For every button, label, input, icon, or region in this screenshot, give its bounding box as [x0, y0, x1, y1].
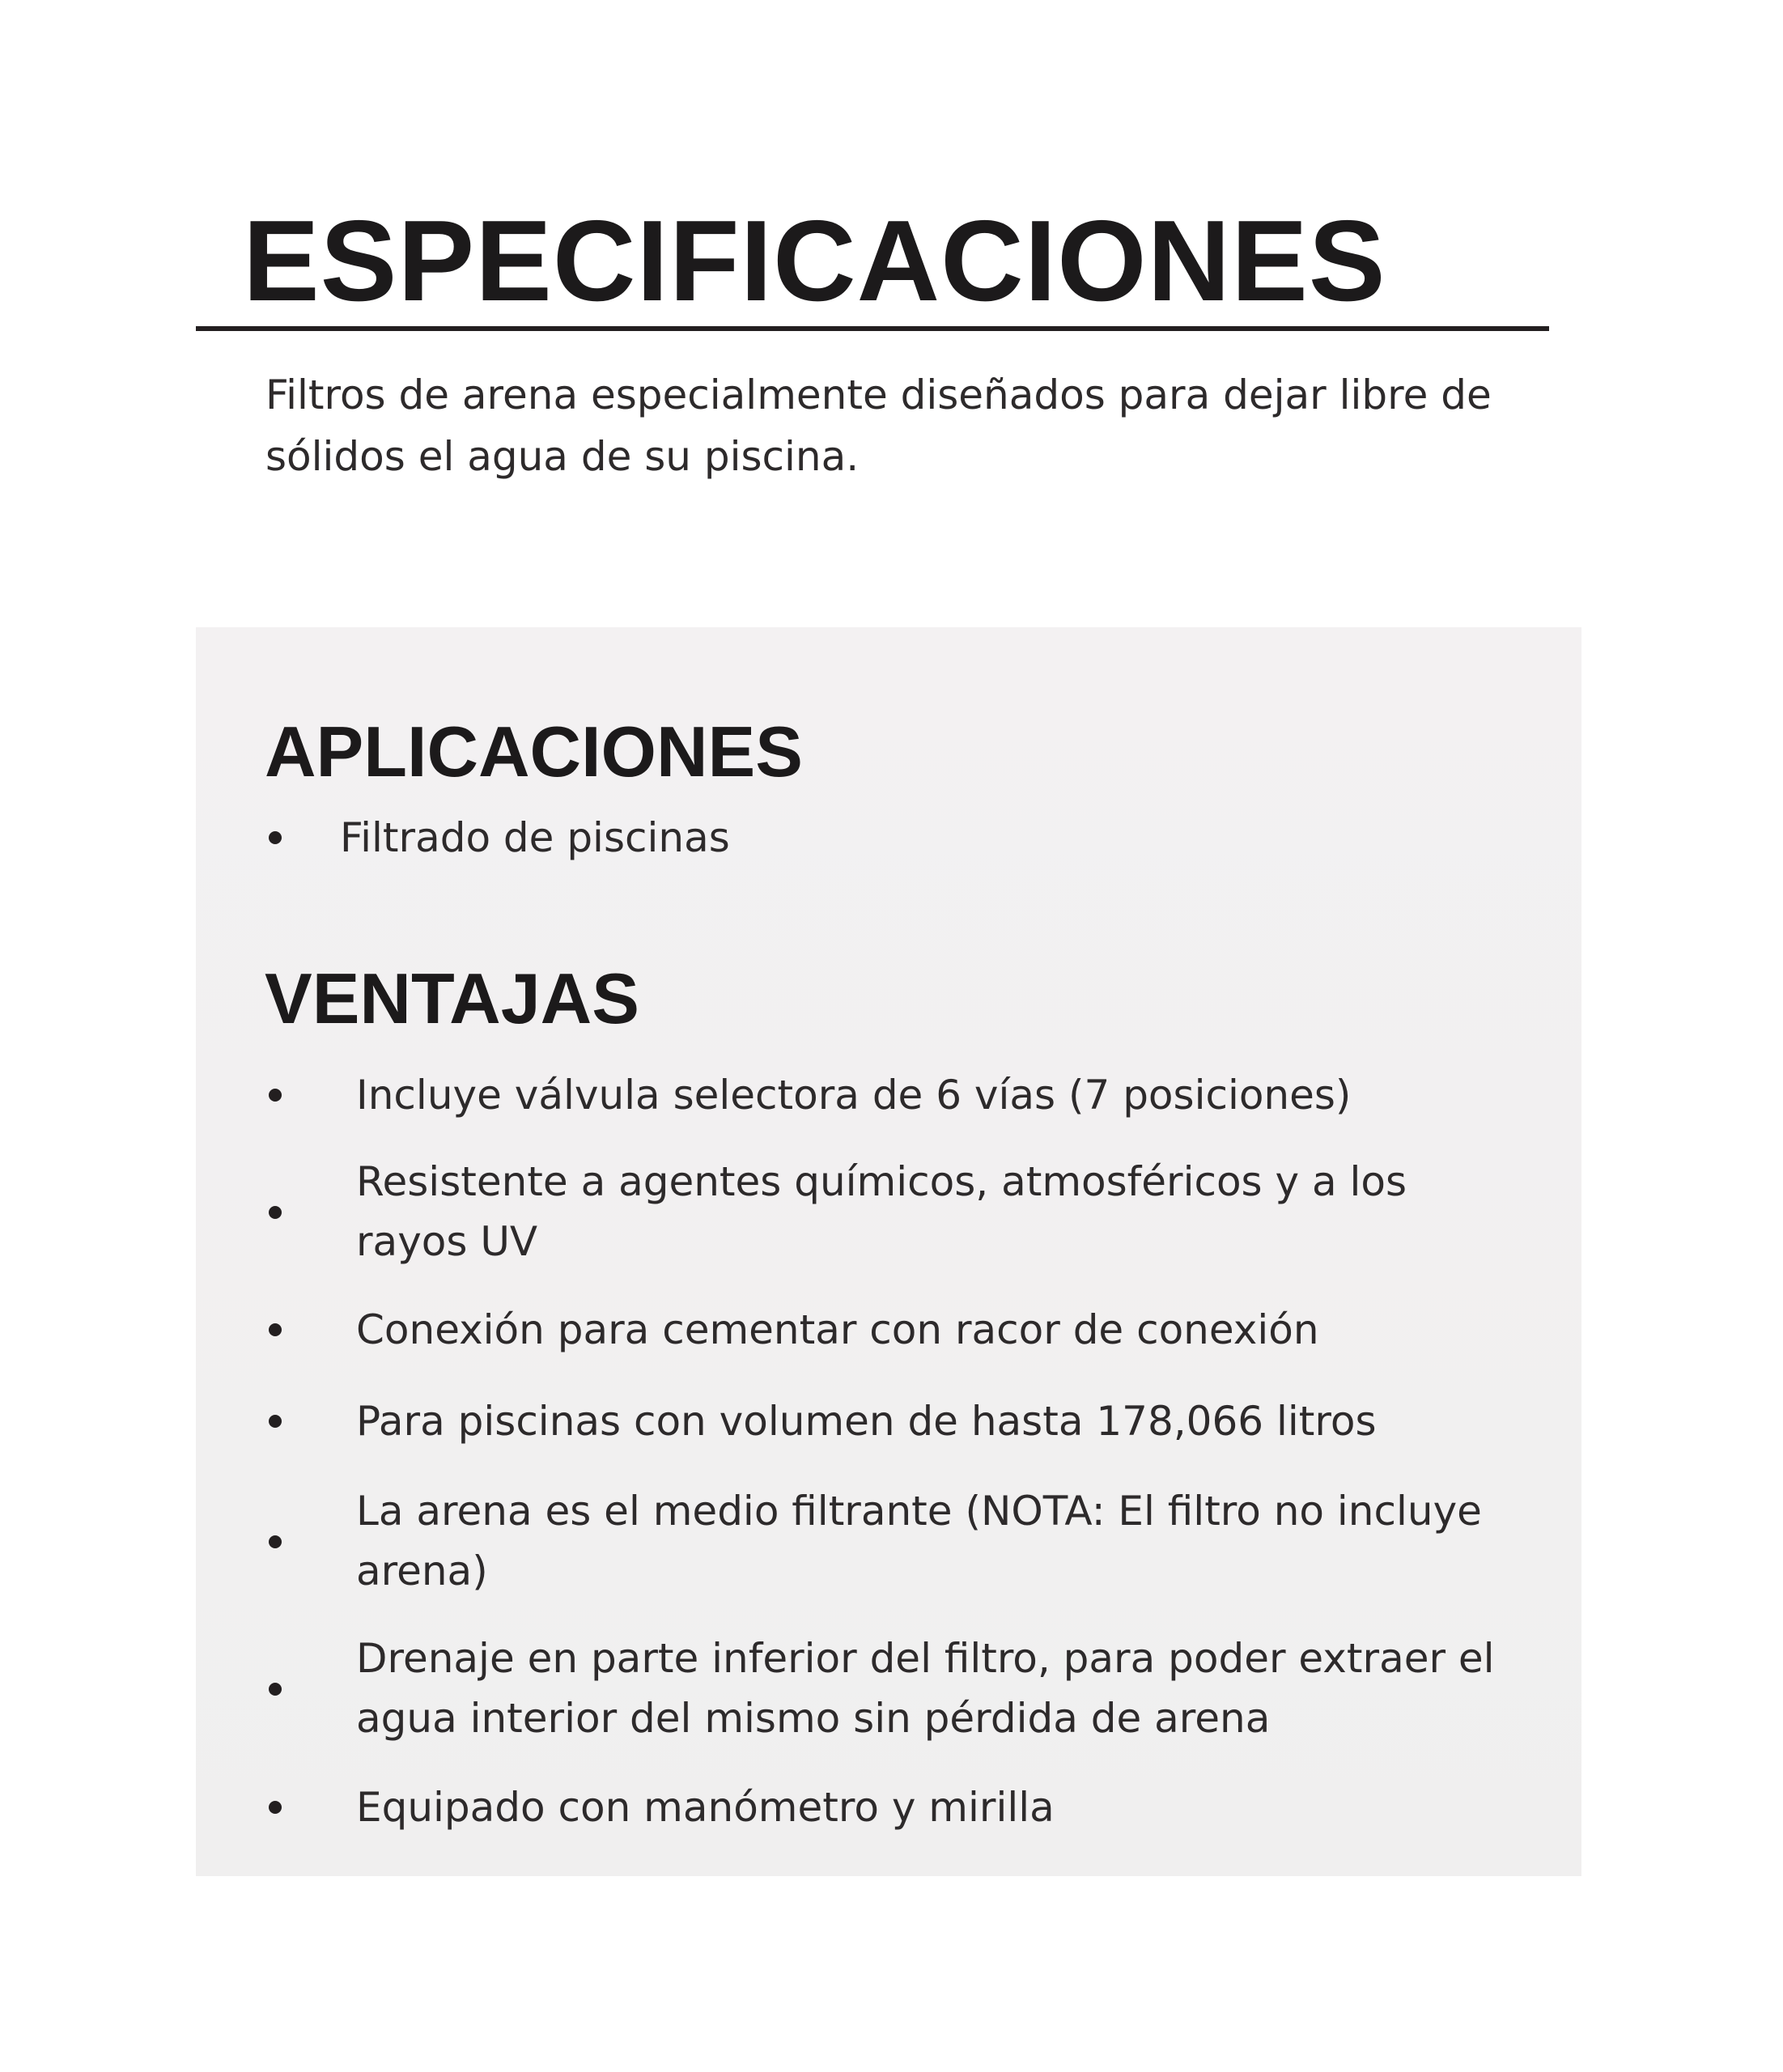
aplicaciones-heading: APLICACIONES	[265, 711, 803, 792]
bullet-icon	[269, 1206, 282, 1219]
bullet-icon	[269, 1535, 282, 1548]
bullet-icon	[269, 1683, 282, 1696]
list-item-text: Para piscinas con volumen de hasta 178,066 litros	[356, 1398, 1377, 1445]
bullet-icon	[269, 1801, 282, 1814]
list-item-text: Equipado con manómetro y mirilla	[356, 1784, 1055, 1831]
bullet-icon	[269, 1323, 282, 1336]
list-item-text: Filtrado de piscinas	[340, 814, 730, 861]
list-item	[269, 1064, 1531, 1129]
ventajas-heading: VENTAJAS	[265, 958, 639, 1038]
intro-paragraph: Filtros de arena especialmente diseñados para dejar libre de sólidos el agua de su piscina.	[265, 372, 1492, 480]
bullet-icon	[269, 1415, 282, 1428]
list-item	[269, 1481, 1531, 1603]
list-item-text: Drenaje en parte inferior del filtro, para poder extraer el agua interior del mismo sin pérdida de arena	[356, 1635, 1495, 1742]
list-item	[269, 1628, 1531, 1750]
list-item-text: Incluye válvula selectora de 6 vías (7 posiciones)	[356, 1072, 1352, 1119]
list-item-text: Conexión para cementar con racor de conexión	[356, 1306, 1319, 1353]
page-title: ESPECIFICACIONES	[243, 197, 1386, 325]
list-item	[269, 1299, 1531, 1364]
title-divider	[196, 326, 1549, 331]
list-item	[269, 805, 1531, 870]
bullet-icon	[269, 831, 282, 844]
bullet-icon	[269, 1089, 282, 1102]
list-item-text: La arena es el medio filtrante (NOTA: El filtro no incluye arena)	[356, 1488, 1482, 1594]
list-item	[269, 1152, 1531, 1273]
list-item	[269, 1777, 1531, 1841]
list-item-text: Resistente a agentes químicos, atmosféricos y a los rayos UV	[356, 1158, 1407, 1265]
details-panel	[196, 627, 1581, 1876]
list-item	[269, 1391, 1531, 1455]
